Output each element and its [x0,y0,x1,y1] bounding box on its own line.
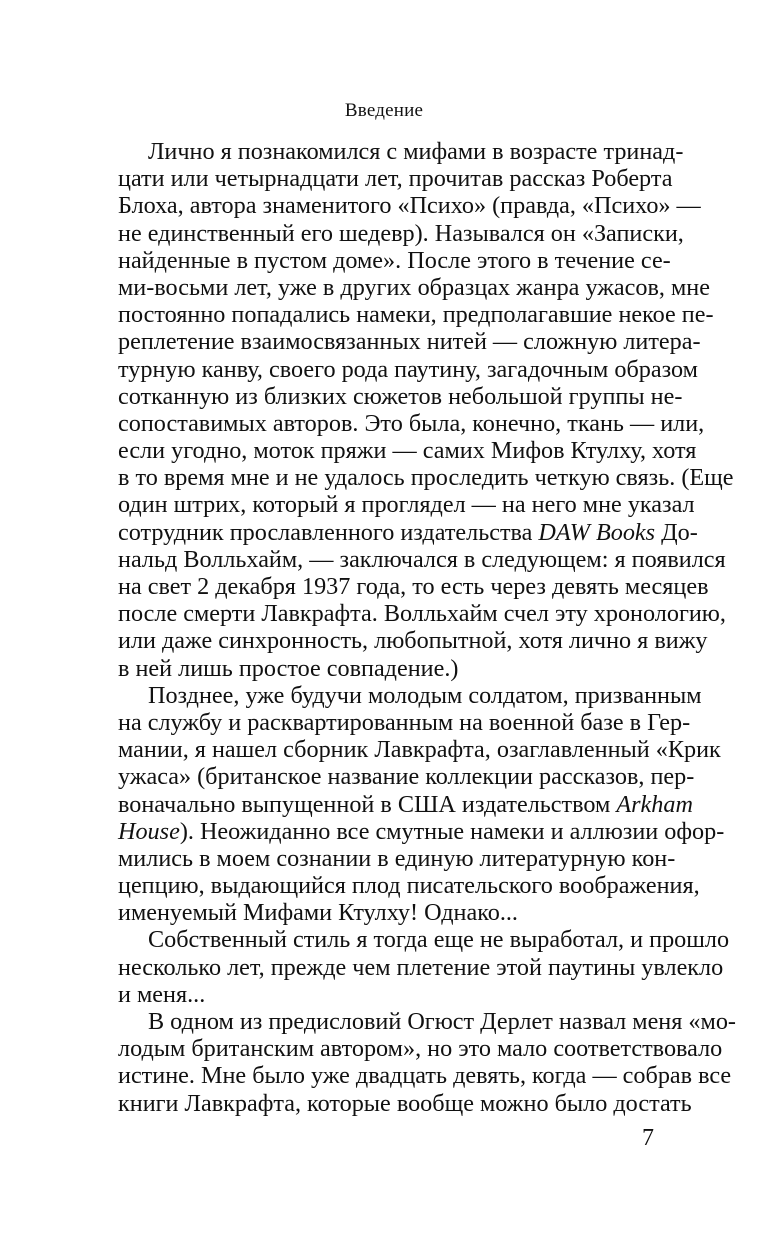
body-text [118,138,736,1117]
paragraph [118,926,730,1008]
text-line: если угодно, моток пряжи — самих Мифов Ктулху, хотя [118,437,697,465]
text-line: несколько лет, прежде чем плетение этой паутины увлекло [118,953,724,981]
text-line: цепцию, выдающийся плод писательского воображения, [118,872,700,900]
text-line: нальд Волльхайм, — заключался в следующем: я появился [118,545,726,573]
text-line: цати или четырнадцати лет, прочитав рассказ Роберта [118,165,673,193]
text-line: турную канву, своего рода паутину, загадочным образом [118,355,698,383]
text-line: сотрудник прославленного издательства DAW Books До- [118,518,698,546]
text-line: или даже синхронность, любопытной, хотя лично я вижу [118,627,708,655]
text-line: Лично я познакомился с мифами в возрасте тринад- [148,138,684,165]
text-line: один штрих, который я проглядел — на него мне указал [118,491,695,519]
publisher-name: DAW Books [538,518,656,546]
paragraph [118,138,734,682]
text-line: постоянно попадались намеки, предполагавшие некое пе- [118,301,714,329]
page-number: 7 [642,1125,654,1151]
publisher-name: Arkham [616,790,693,818]
text-line: ужаса» (британское название коллекции рассказов, пер- [118,763,695,791]
publisher-name: House [118,817,180,845]
text-line: и меня... [118,980,206,1008]
paragraph [118,681,725,927]
text-line: в ней лишь простое совпадение.) [118,654,459,682]
text-line: сотканную из близких сюжетов небольшой группы не- [118,382,683,410]
text-line: истине. Мне было уже двадцать девять, когда — собрав все [118,1062,732,1090]
text-line: в то время мне и не удалось проследить четкую связь. (Еще [118,464,734,492]
text-line: именуемый Мифами Ктулху! Однако... [118,899,518,927]
text-line: Позднее, уже будучи молодым солдатом, призванным [148,681,702,709]
text-line: лодым британским автором», но это мало соответствовало [118,1035,723,1063]
text-line: House). Неожиданно все смутные намеки и аллюзии офор- [118,817,725,845]
text-line: сопоставимых авторов. Это была, конечно, ткань — или, [118,409,705,437]
text-line: В одном из предисловий Огюст Дерлет назвал меня «мо- [148,1008,736,1035]
text-line: ми-восьми лет, уже в других образцах жанра ужасов, мне [118,273,710,301]
text-line: после смерти Лавкрафта. Волльхайм счел эту хронологию, [118,600,726,628]
text-line: на свет 2 декабря 1937 года, то есть через девять месяцев [118,573,709,600]
text-line: Собственный стиль я тогда еще не выработал, и прошло [148,926,730,954]
running-head: Введение [344,100,424,121]
text-line: мании, я нашел сборник Лавкрафта, озаглавленный «Крик [118,736,721,764]
text-line: воначально выпущенной в США издательством Arkham [118,790,693,818]
paragraph [118,1008,736,1117]
text-line: реплетение взаимосвязанных нитей — сложную литера- [118,328,701,356]
text-line: Блоха, автора знаменитого «Психо» (правда, «Психо» — [118,192,701,220]
text-line: на службу и расквартированным на военной базе в Гер- [118,708,691,736]
text-line: мились в моем сознании в единую литературную кон- [118,844,676,872]
text-line: книги Лавкрафта, которые вообще можно было достать [118,1089,692,1117]
text-line: найденные в пустом доме». После этого в течение се- [118,246,671,274]
text-line: не единственный его шедевр). Назывался он «Записки, [118,219,684,247]
